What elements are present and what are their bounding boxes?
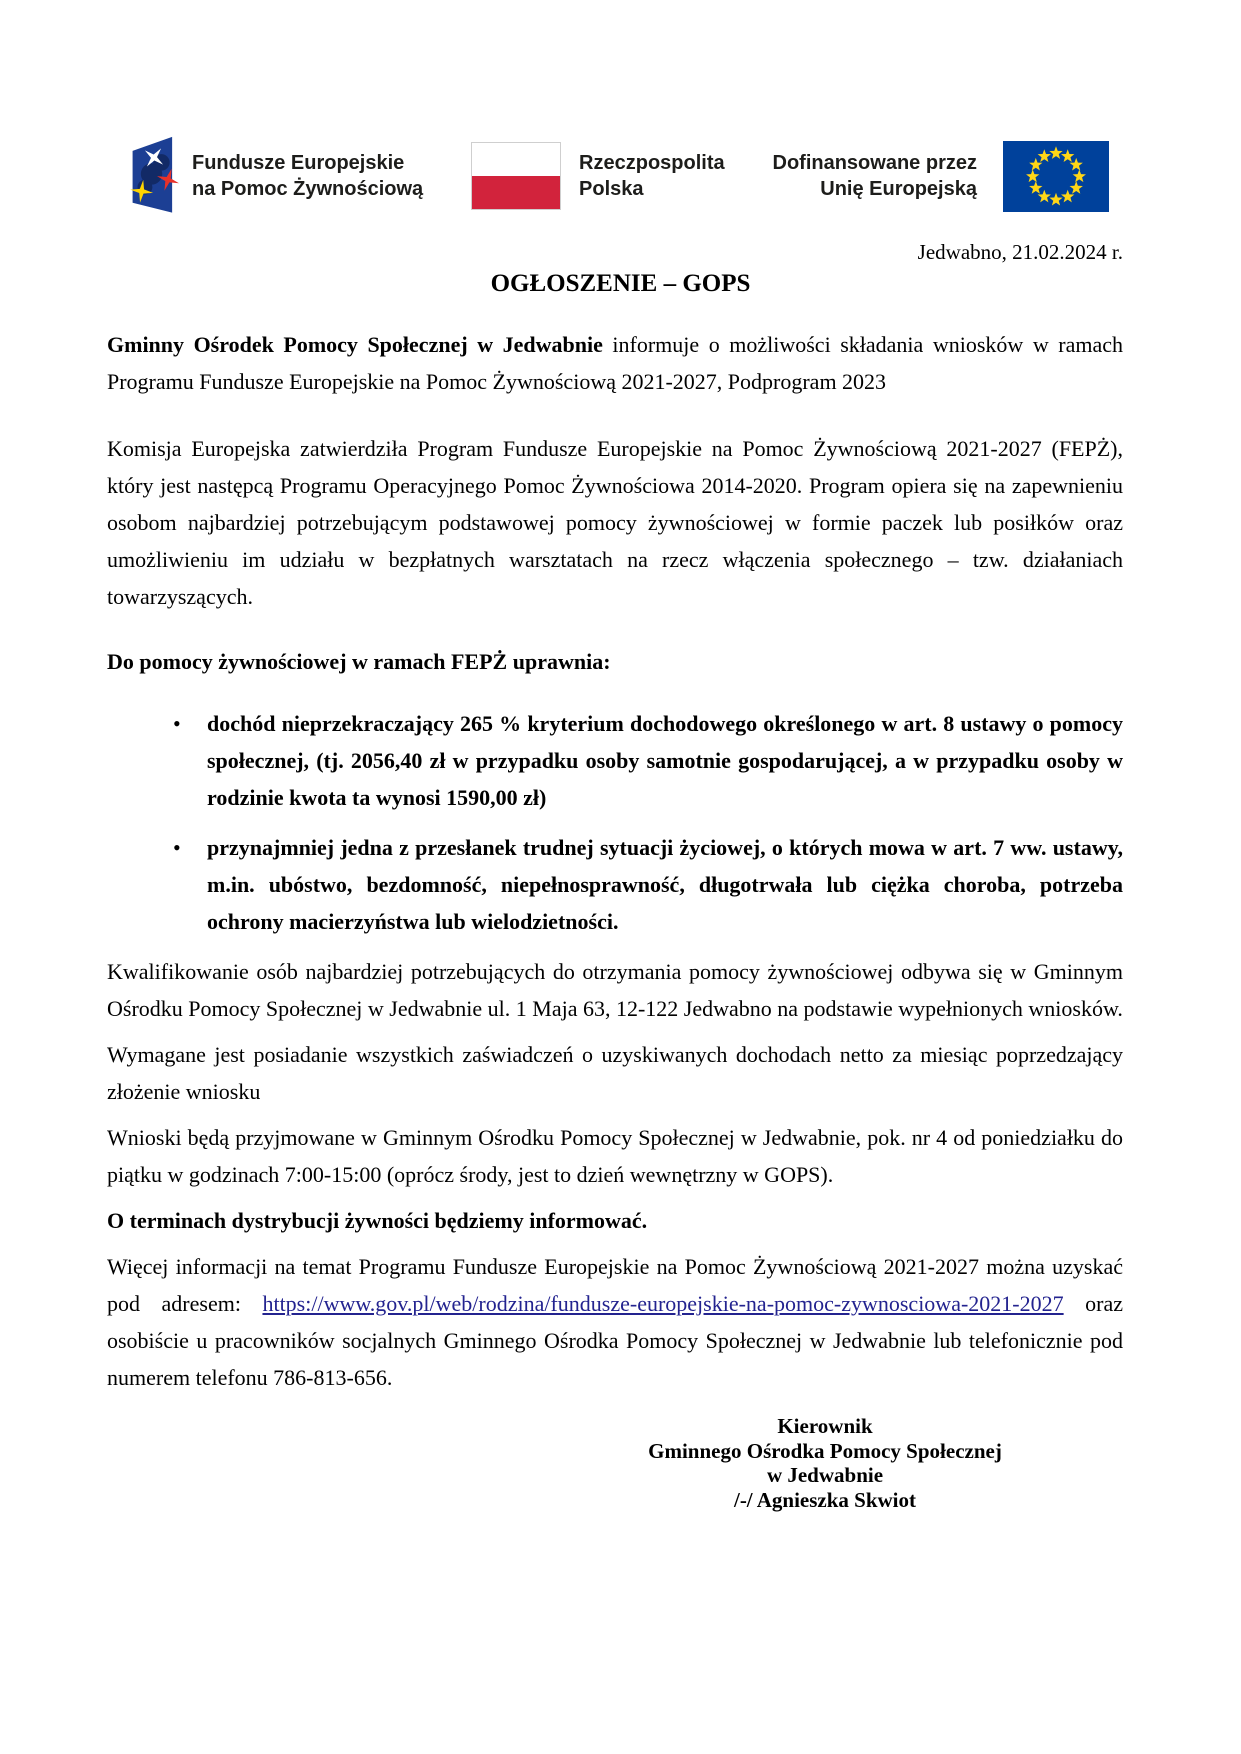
paragraph-wiecej-informacji <box>107 1248 1123 1396</box>
heading-uprawnia: Do pomocy żywnościowej w ramach FEPŻ uprawnia: <box>107 649 611 674</box>
eu-funding-logo <box>773 141 1109 212</box>
bullet-text-income: dochód nieprzekraczający 265 % kryterium dochodowego określonego w art. 8 ustawy o pomocy społecznej, (tj. 2056,40 zł w przypadku osoby samotnie gospodarującej, a w przypadku osoby w rodzinie kwota ta wynosi 1590,00 zł) <box>207 711 1123 810</box>
fe-funds-flag-icon <box>126 124 182 228</box>
bullet-list <box>107 705 1123 940</box>
signature-block <box>605 1414 1045 1512</box>
bullet-marker: • <box>173 711 181 736</box>
fe-funds-logo-line2: na Pomoc Żywnościową <box>192 178 424 200</box>
more-info-prefix: Więcej informacji na temat Programu Fundusze Europejskie na Pomoc Żywnościową 2021-2027 można uzyskać pod adresem: <box>107 1254 1123 1316</box>
bullet-text-criteria: przynajmniej jedna z przesłanek trudnej sytuacji życiowej, o których mowa w art. 7 ww. ustawy, m.in. ubóstwo, bezdomność, niepełnosprawność, długotrwała lub ciężka choroba, potrzeba ochrony macierzyństwa lub wielodzietności. <box>207 835 1123 934</box>
intro-rest-text: informuje o możliwości składania wniosków w ramach Programu Fundusze Europejskie na Pomoc Żywnościową 2021-2027, Podprogram 2023 <box>107 332 1123 394</box>
date-line: Jedwabno, 21.02.2024 r. <box>917 240 1123 264</box>
fe-funds-logo-line1: Fundusze Europejskie <box>192 152 405 174</box>
page-title: OGŁOSZENIE – GOPS <box>490 270 751 297</box>
fe-funds-logo <box>126 124 423 228</box>
poland-logo-line1: Rzeczpospolita <box>579 152 725 174</box>
heading-terminy: O terminach dystrybucji żywności będziemy informować. <box>107 1208 648 1233</box>
poland-logo <box>471 142 725 210</box>
signature-location: w Jedwabnie <box>766 1463 884 1487</box>
eu-funding-logo-text <box>773 150 977 202</box>
intro-bold-text: Gminny Ośrodek Pomocy Społecznej w Jedwabnie <box>107 332 603 357</box>
more-info-suffix: oraz osobiście u pracowników socjalnych Gminnego Ośrodka Pomocy Społecznej w Jedwabnie lub telefonicznie pod numerem telefonu 786-813-656. <box>107 1291 1124 1390</box>
intro-paragraph <box>107 326 1123 400</box>
signature-role: Kierownik <box>777 1414 873 1438</box>
eu-funding-logo-line1: Dofinansowane przez <box>772 152 977 174</box>
poland-logo-text <box>579 150 725 202</box>
bullet-item-criteria <box>107 829 1123 940</box>
bullet-item-income <box>107 705 1123 816</box>
document-body <box>0 326 1241 1512</box>
paragraph-komisja: Komisja Europejska zatwierdziła Program Fundusze Europejskie na Pomoc Żywnościową 2021-2027 (FEPŻ), który jest następcą Programu Operacyjnego Pomoc Żywnościowa 2014-2020. Program opiera się na zapewnieniu osobom najbardziej potrzebującym podstawowej pomocy żywnościowej w formie paczek lub posiłków oraz umożliwieniu im udziału w bezpłatnych warsztatach na rzecz włączenia społecznego – tzw. działaniach towarzyszących. <box>107 436 1123 609</box>
paragraph-wnioski: Wnioski będą przyjmowane w Gminnym Ośrodku Pomocy Społecznej w Jedwabnie, pok. nr 4 od poniedziałku do piątku w godzinach 7:00-15:00 (oprócz środy, jest to dzień wewnętrzny w GOPS). <box>107 1125 1123 1187</box>
signature-name: /-/ Agnieszka Skwiot <box>733 1487 917 1512</box>
eu-funding-logo-line2: Unię Europejską <box>820 178 977 200</box>
paragraph-wymagane: Wymagane jest posiadanie wszystkich zaświadczeń o uzyskiwanych dochodach netto za miesiąc poprzedzający złożenie wniosku <box>107 1042 1123 1104</box>
fe-funds-logo-text <box>192 150 423 202</box>
signature-organization: Gminnego Ośrodka Pomocy Społecznej <box>648 1438 1002 1463</box>
bullet-marker: • <box>173 835 181 860</box>
paragraph-kwalifikowanie: Kwalifikowanie osób najbardziej potrzebujących do otrzymania pomocy żywnościowej odbywa się w Gminnym Ośrodku Pomocy Społecznej w Jedwabnie ul. 1 Maja 63, 12-122 Jedwabno na podstawie wypełnionych wniosków. <box>107 959 1123 1021</box>
poland-flag-icon <box>471 142 561 210</box>
poland-logo-line2: Polska <box>579 178 644 200</box>
eu-flag-icon <box>1003 141 1109 212</box>
gov-info-link[interactable]: https://www.gov.pl/web/rodzina/fundusze-europejskie-na-pomoc-zywnosciowa-2021-2027 <box>262 1291 1064 1316</box>
header-logos <box>0 0 1241 230</box>
